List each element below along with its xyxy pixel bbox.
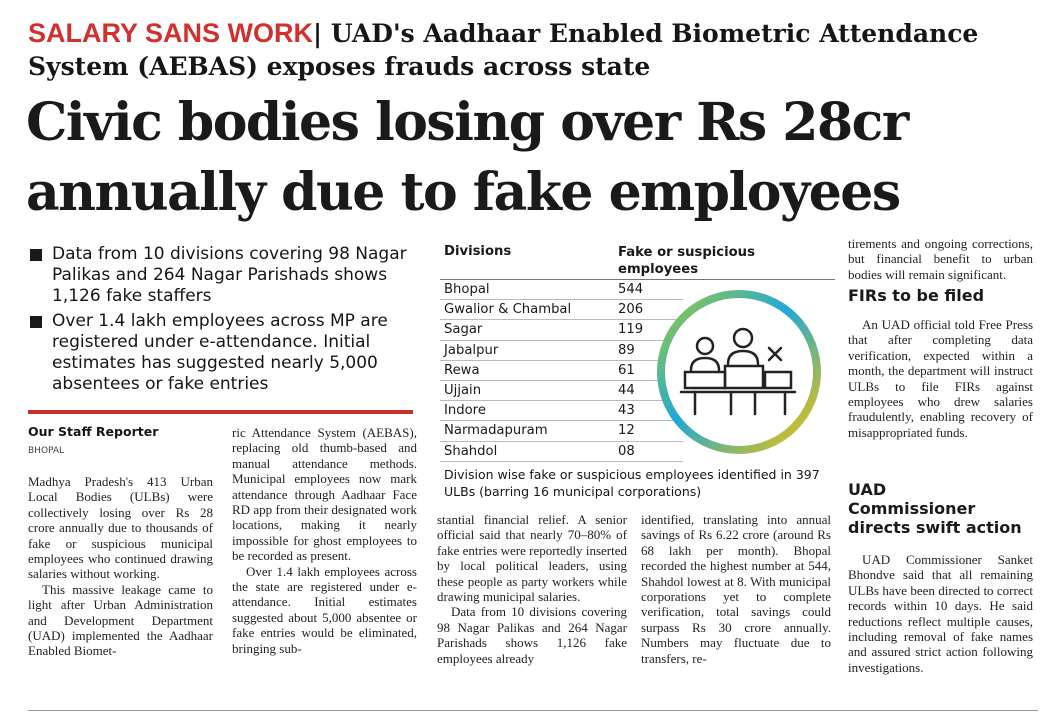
table-row [440, 361, 683, 381]
body-column-7 [848, 552, 1033, 675]
paragraph: An UAD official told Free Press that after completing data verification, expected within a month, the department will instruct ULBs to file FIRs against employees who drew salaries fraudulently, enabling recovery of misappropriated funds. [848, 317, 1033, 440]
division-name: Ujjain [444, 382, 482, 398]
division-name: Bhopal [444, 282, 490, 297]
paragraph: Madhya Pradesh's 413 Urban Local Bodies (ULBs) were collectively losing over Rs 28 crore annually due to thousands of fake or suspicious municipal employees who continued drawing salaries without working. [28, 474, 213, 582]
paragraph: identified, translating into annual savings of Rs 6.22 crore (around Rs 68 lakh per month). Bhopal recorded the highest number at 544, Shahdol lowest at 8. With municipal corporations yet to complete verification, total savings could surpass Rs 30 crore annually. Numbers may fluctuate due to transfers, re- [641, 512, 831, 666]
bullet-square-icon [30, 316, 42, 328]
headline [26, 88, 1046, 228]
division-value: 44 [618, 382, 635, 398]
bottom-rule [28, 710, 1038, 711]
body-column-6 [848, 317, 1033, 440]
bullet-list [28, 244, 418, 399]
division-value: 119 [618, 322, 644, 338]
subhead-line: Commissioner [848, 499, 976, 518]
paragraph: tirements and ongoing corrections, but financial benefit to urban bodies will remain significant. [848, 236, 1033, 282]
paragraph: stantial financial relief. A senior official said that nearly 70–80% of fake entries were reportedly inserted by local political leaders, using these people as party workers while drawing municipal salaries. [437, 512, 627, 605]
bullet-item [28, 244, 418, 307]
body-column-4 [641, 512, 831, 666]
body-column-1 [28, 474, 213, 659]
paragraph: Over 1.4 lakh employees across the state are registered under e-attendance. Initial estimates suggested about 5,000 absentee or fake entries would be eliminated, bringing sub- [232, 563, 417, 656]
table-caption: Division wise fake or suspicious employees identified in 397 ULBs (barring 16 municipal corporations) [444, 467, 820, 499]
division-value: 08 [618, 443, 635, 459]
subhead-firs: FIRs to be filed [848, 286, 985, 306]
paragraph: This massive leakage came to light after Urban Administration and Development Department (UAD) implemented the Aadhaar Enabled Biomet- [28, 581, 213, 659]
body-column-3 [437, 512, 627, 666]
kicker-separator: | [313, 19, 323, 48]
kicker-label: SALARY SANS WORK [28, 18, 314, 48]
division-value: 206 [618, 302, 644, 318]
bullet-text: Data from 10 divisions covering 98 Nagar Palikas and 264 Nagar Parishads shows 1,126 fake staffers [52, 244, 407, 306]
header-fake-employees: Fake or suspicious employees [618, 245, 755, 277]
table-row [440, 280, 683, 300]
table-row [440, 421, 683, 441]
byline: Our Staff Reporter [28, 424, 159, 439]
paragraph: ric Attendance System (AEBAS), replacing old thumb-based and manual attendance methods. Municipal employees now mark attendance through Aadhaar Face RD app from their designated work locations, making it nearly impossible for ghost employees to be recorded as present. [232, 425, 417, 564]
table-header [440, 241, 835, 280]
headline-line-2: annually due to fake employees [26, 162, 900, 223]
subhead-uad-commissioner [848, 480, 1038, 537]
table-row [440, 442, 683, 462]
division-value: 12 [618, 423, 635, 439]
office-workers-icon [655, 288, 823, 456]
division-name: Jabalpur [444, 342, 499, 358]
header-divisions: Divisions [444, 244, 512, 259]
table-row [440, 381, 683, 401]
division-value: 43 [618, 403, 635, 419]
body-column-5 [848, 236, 1033, 305]
division-name: Gwalior & Chambal [444, 302, 572, 318]
table-row [440, 300, 683, 320]
table-row [440, 320, 683, 340]
table-row [440, 341, 683, 361]
division-name: Rewa [444, 362, 480, 378]
kicker-text: UAD's Aadhaar Enabled Biometric Attendance System (AEBAS) exposes frauds across state [28, 19, 979, 81]
kicker [28, 17, 1038, 83]
division-value: 61 [618, 362, 635, 378]
bullet-text: Over 1.4 lakh employees across MP are registered under e-attendance. Initial estimates has suggested nearly 5,000 absentees or fake entries [52, 311, 388, 394]
subhead-line: directs swift action [848, 518, 1022, 537]
division-value: 544 [618, 282, 644, 297]
paragraph: Data from 10 divisions covering 98 Nagar Palikas and 264 Nagar Parishads shows 1,126 fake employees already [437, 604, 627, 666]
paragraph: UAD Commissioner Sanket Bhondve said that all remaining ULBs have been directed to correct records within 10 days. He said reductions reflect multiple causes, including removal of fake names and assured strict action following investigations. [848, 552, 1033, 675]
headline-line-1: Civic bodies losing over Rs 28cr [26, 92, 908, 153]
subhead-line: UAD [848, 480, 887, 499]
bullet-item [28, 311, 418, 395]
dateline: BHOPAL [28, 446, 65, 456]
division-name: Sagar [444, 322, 483, 338]
red-divider [28, 410, 413, 414]
division-name: Indore [444, 403, 486, 419]
division-value: 89 [618, 342, 635, 358]
table-row [440, 401, 683, 421]
body-column-2 [232, 425, 417, 656]
bullet-square-icon [30, 249, 42, 261]
division-name: Shahdol [444, 443, 498, 459]
division-name: Narmadapuram [444, 423, 548, 439]
